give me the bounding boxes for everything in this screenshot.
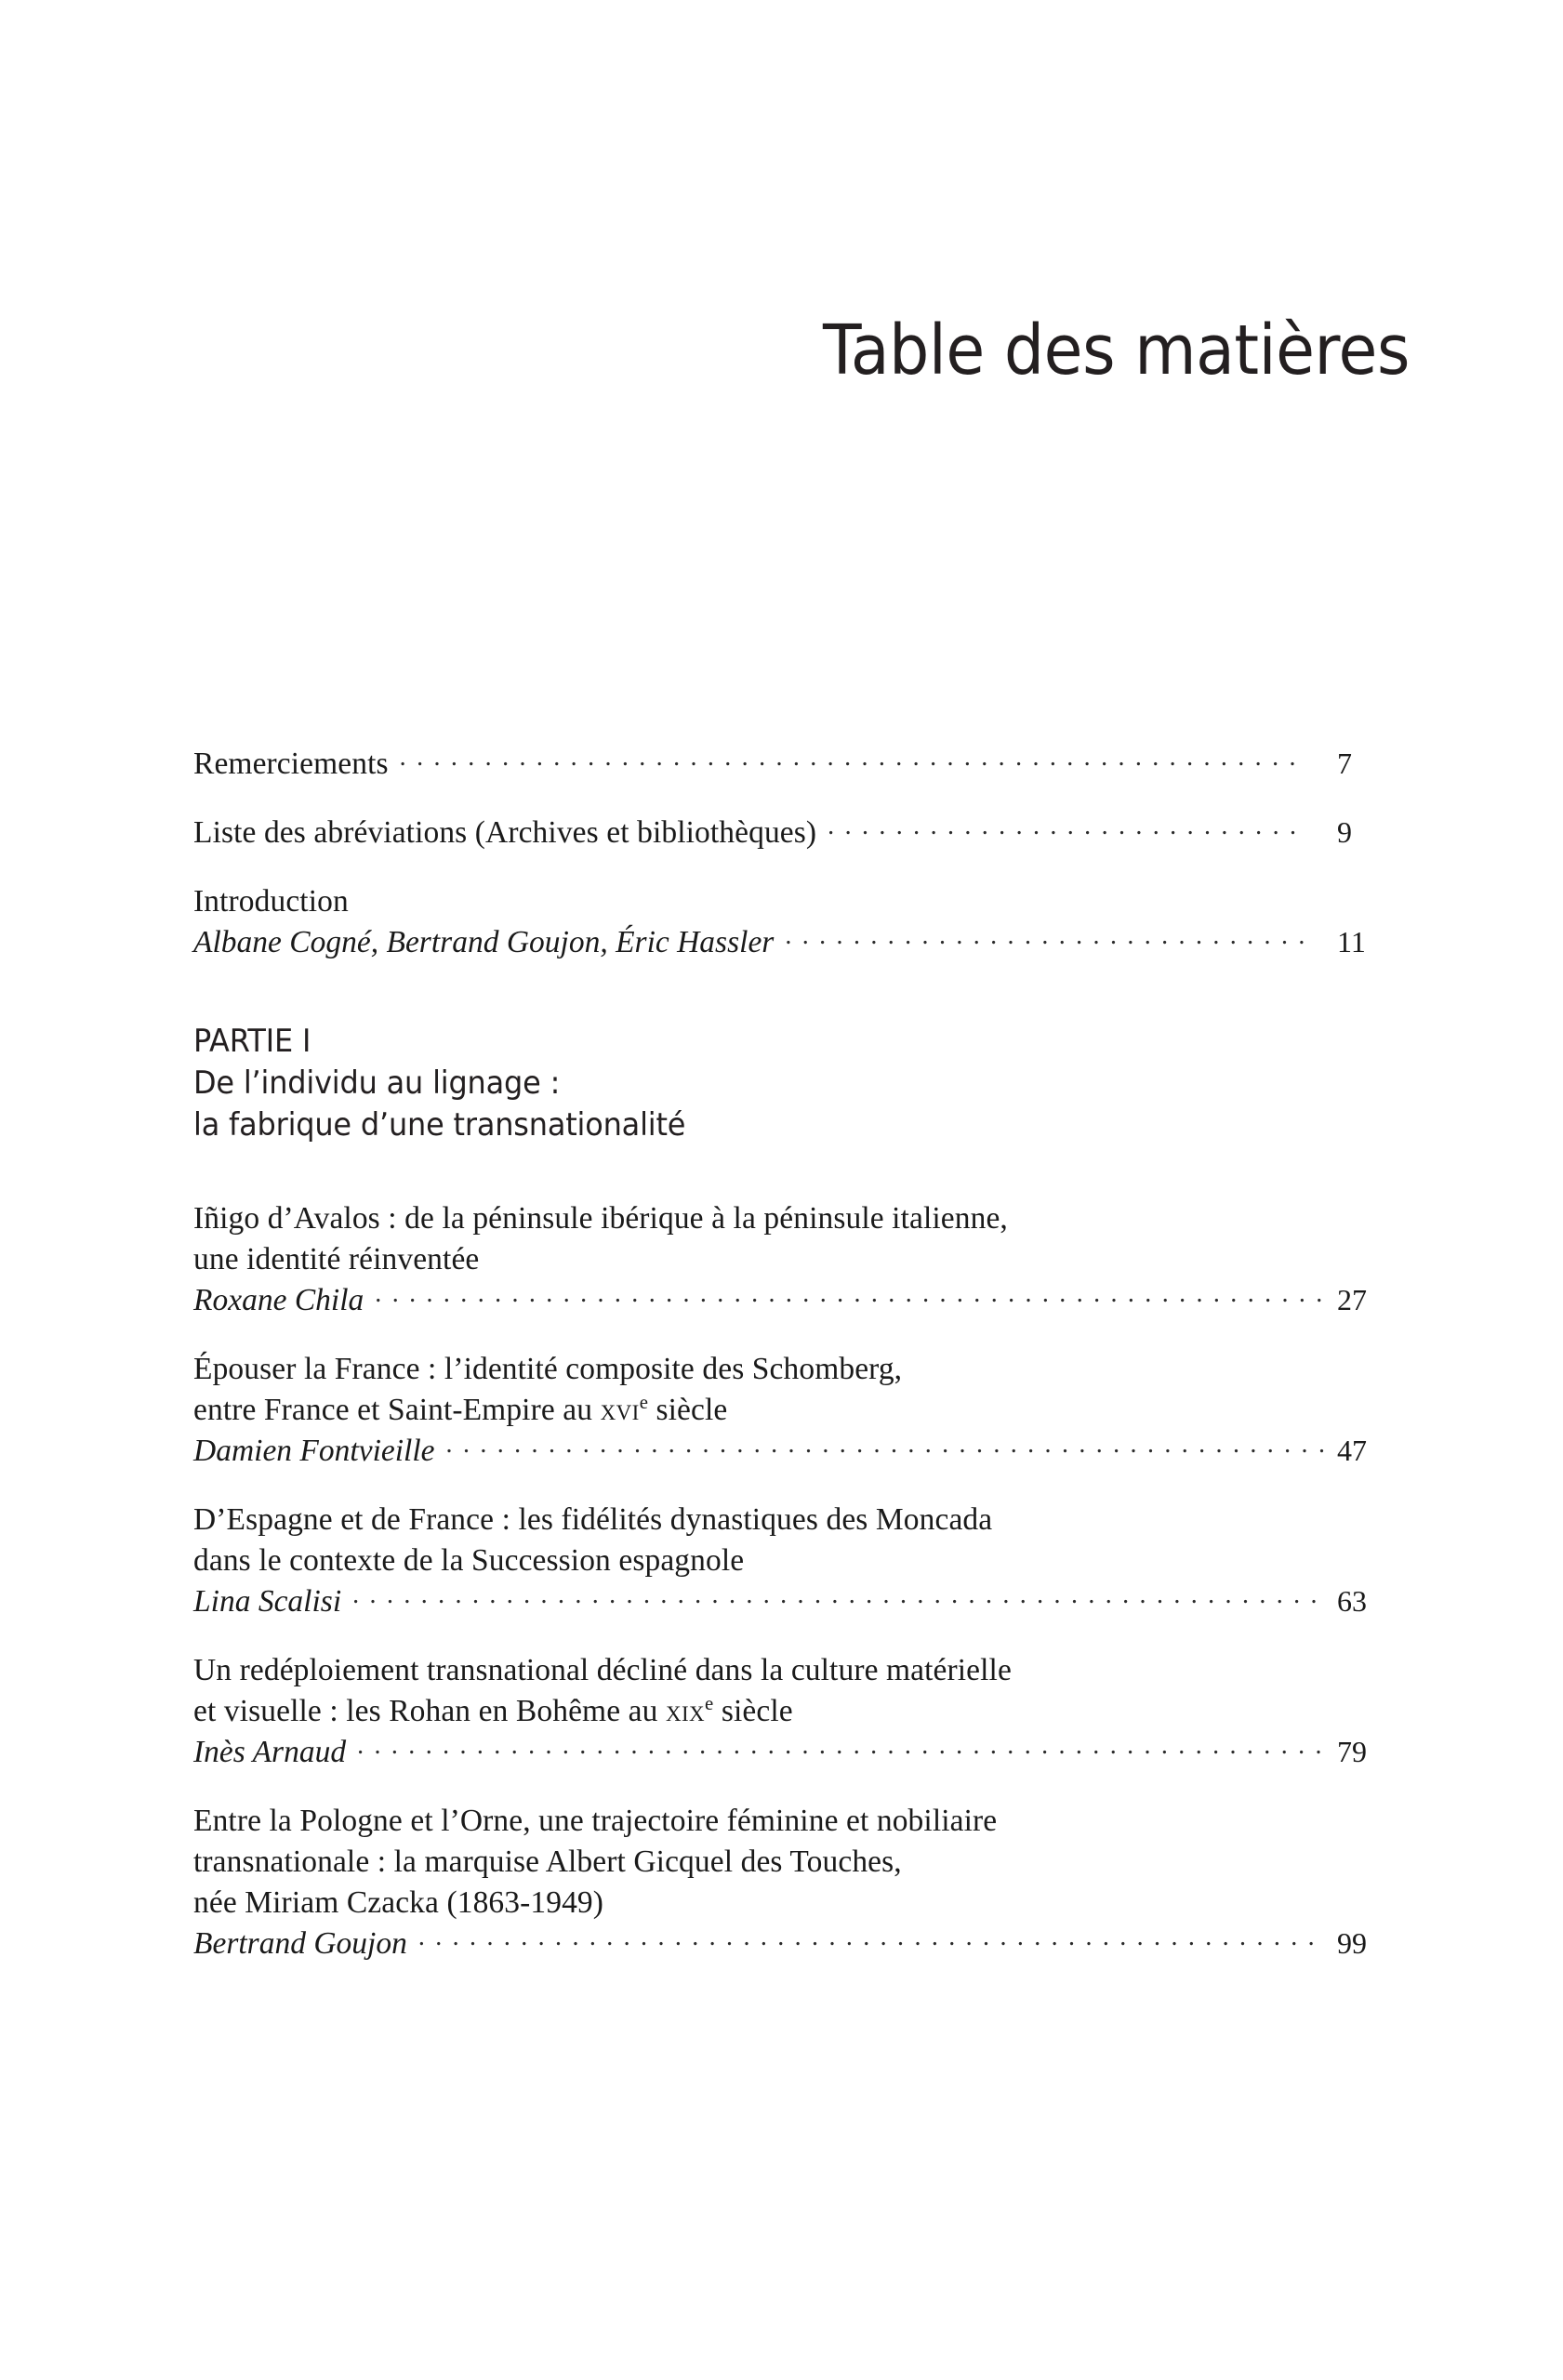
toc-title-segment-post: siècle — [713, 1694, 793, 1728]
toc-title-segment-post: siècle — [648, 1393, 728, 1427]
toc-title-segment-pre: et visuelle : les Rohan en Bohême au — [193, 1694, 666, 1728]
leader-row — [193, 922, 1402, 963]
toc-entry-title-line-1: Entre la Pologne et l’Orne, une trajectoire féminine et nobiliaire — [193, 1804, 998, 1838]
toc-entry-chapter-5[interactable] — [193, 1801, 1402, 1964]
leader-row — [193, 1581, 1402, 1622]
dot-leader — [418, 1938, 1326, 1953]
toc-entry-author: Lina Scalisi — [193, 1584, 342, 1619]
dot-leader — [446, 1446, 1326, 1461]
dot-leader — [400, 759, 1307, 774]
toc-entry-title-line-2 — [193, 1390, 1402, 1431]
toc-entries-container — [193, 744, 1402, 1992]
toc-page-number: 7 — [1337, 747, 1352, 780]
toc-entry-liste-abreviations[interactable] — [193, 813, 1402, 853]
dot-leader — [828, 827, 1307, 842]
part-heading — [193, 1021, 1330, 1146]
toc-entry-chapter-3[interactable] — [193, 1500, 1402, 1622]
toc-entry-chapter-2[interactable] — [193, 1349, 1402, 1472]
toc-entry-introduction[interactable] — [193, 881, 1402, 963]
toc-page-number: 79 — [1337, 1735, 1367, 1768]
toc-page-number: 99 — [1337, 1926, 1367, 1960]
toc-entry-author: Damien Fontvieille — [193, 1434, 435, 1468]
toc-entry-title-line-2: dans le contexte de la Succession espagnole — [193, 1543, 745, 1578]
toc-entry-author: Inès Arnaud — [193, 1735, 347, 1769]
dot-leader — [357, 1747, 1326, 1762]
toc-entry-author: Roxane Chila — [193, 1283, 364, 1317]
leader-row — [193, 813, 1402, 853]
toc-page-number: 47 — [1337, 1434, 1367, 1467]
toc-page-number: 9 — [1337, 815, 1352, 849]
part-title-line-1: De l’individu au lignage : — [193, 1064, 561, 1102]
toc-title-segment-pre: entre France et Saint-Empire au — [193, 1393, 601, 1427]
toc-entry-title-line-1: Iñigo d’Avalos : de la péninsule ibérique à la péninsule italienne, — [193, 1201, 1008, 1236]
toc-entry-chapter-4[interactable] — [193, 1650, 1402, 1773]
toc-entry-title-line-2 — [193, 1691, 1402, 1732]
dot-leader — [352, 1596, 1326, 1611]
toc-entry-title-line-1: D’Espagne et de France : les fidélités dynastiques des Moncada — [193, 1502, 993, 1537]
toc-entry-remerciements[interactable] — [193, 744, 1402, 785]
part-title-line-2: la fabrique d’une transnationalité — [193, 1106, 686, 1144]
page-title: Table des matières — [822, 311, 1410, 390]
toc-entry-title-line-1: Épouser la France : l’identité composite des Schomberg, — [193, 1352, 903, 1386]
leader-row — [193, 1924, 1402, 1964]
part-label: PARTIE I — [193, 1023, 311, 1060]
ordinal-suffix: e — [639, 1391, 649, 1413]
toc-entry-title-line-2: une identité réinventée — [193, 1242, 480, 1276]
toc-entry-authors: Albane Cogné, Bertrand Goujon, Éric Hassler — [193, 925, 775, 959]
toc-entry-title-line-1: Un redéploiement transnational décliné dans la culture matérielle — [193, 1653, 1012, 1687]
toc-page-number: 27 — [1337, 1283, 1367, 1316]
toc-entry-title: Introduction — [193, 884, 349, 919]
toc-entry-title-line-3: née Miriam Czacka (1863-1949) — [193, 1885, 604, 1920]
leader-row — [193, 1732, 1402, 1773]
dot-leader — [375, 1295, 1326, 1310]
toc-entry-title-line-2: transnationale : la marquise Albert Gicquel des Touches, — [193, 1844, 902, 1879]
leader-row — [193, 1431, 1402, 1472]
century-roman-numeral: xix — [665, 1694, 706, 1728]
century-roman-numeral: xvi — [600, 1393, 640, 1427]
leader-row — [193, 1280, 1402, 1321]
toc-entry-author: Bertrand Goujon — [193, 1926, 407, 1961]
toc-page-number: 63 — [1337, 1584, 1367, 1618]
toc-entry-title: Liste des abréviations (Archives et bibliothèques) — [193, 815, 817, 850]
toc-entry-title: Remerciements — [193, 747, 389, 781]
dot-leader — [785, 937, 1307, 952]
ordinal-suffix: e — [705, 1692, 714, 1714]
leader-row — [193, 744, 1402, 785]
toc-entry-chapter-1[interactable] — [193, 1198, 1402, 1321]
toc-page-number: 11 — [1337, 925, 1366, 959]
